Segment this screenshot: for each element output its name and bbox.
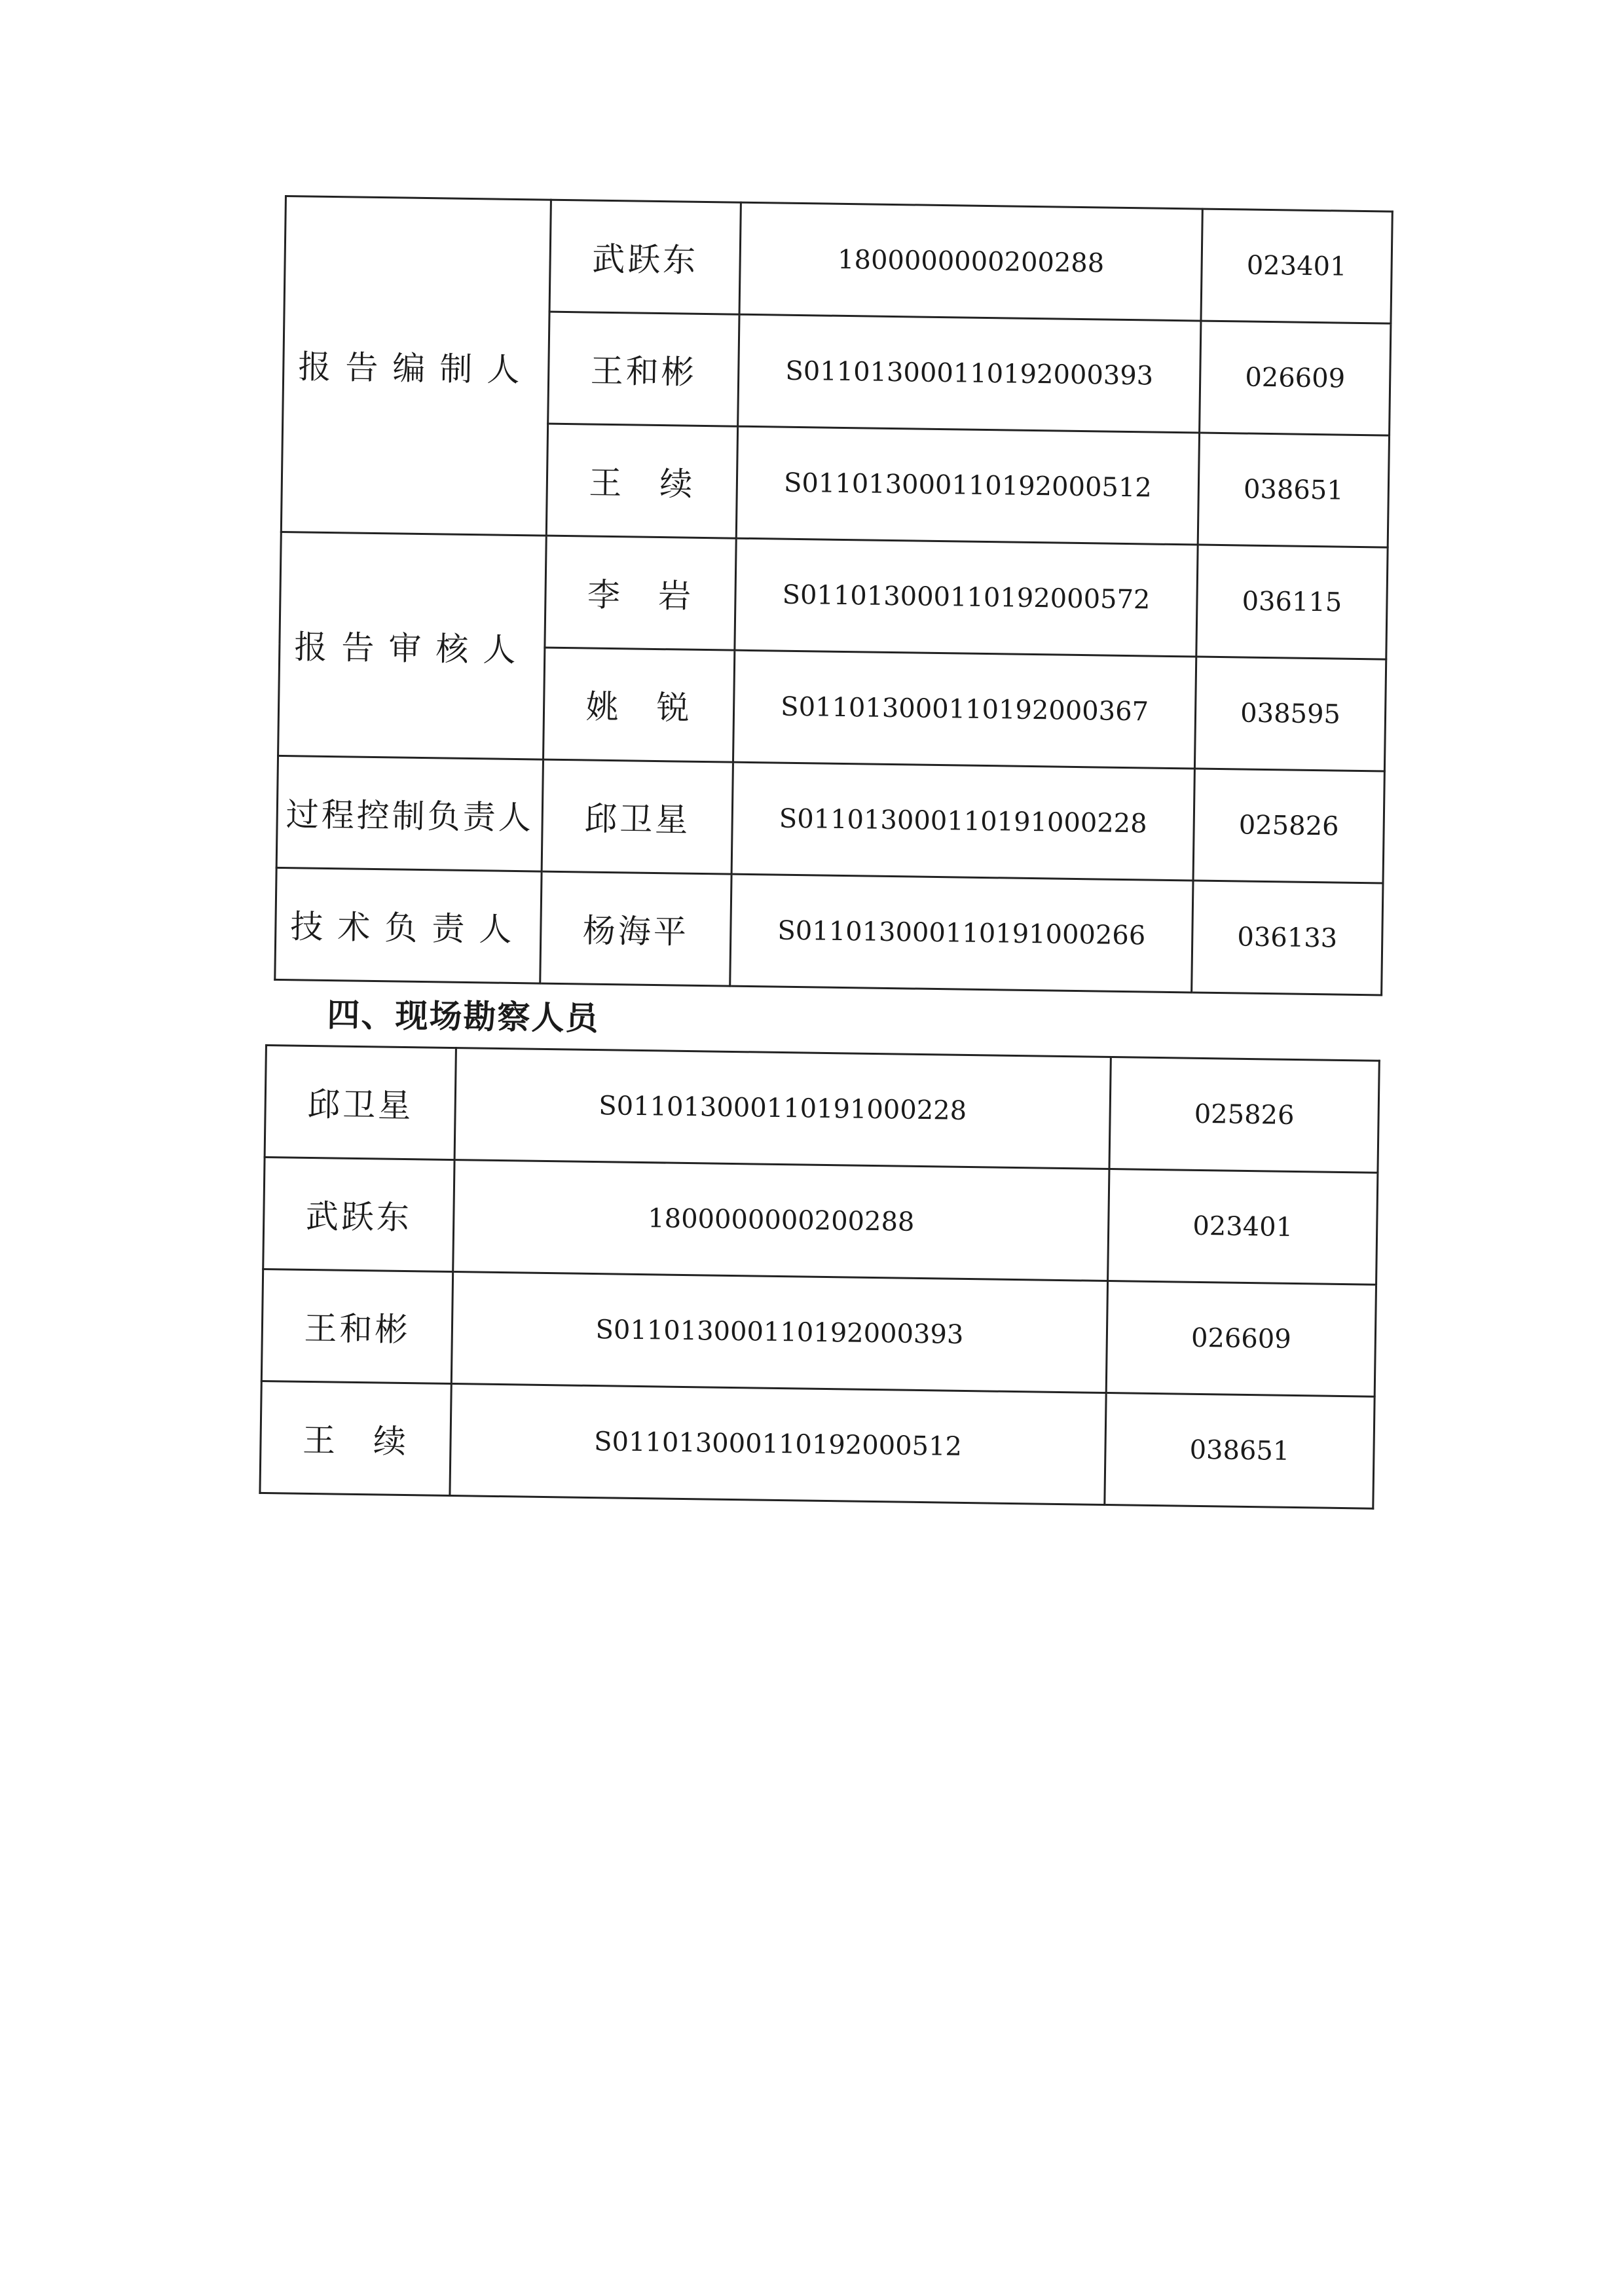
name-cell: 武跃东 <box>549 200 741 314</box>
code-cell: 038651 <box>1105 1393 1375 1508</box>
table-row <box>265 1046 1379 1173</box>
code-cell: 026609 <box>1106 1281 1376 1396</box>
table-row <box>280 532 1388 659</box>
name-cell: 王 续 <box>546 424 737 538</box>
certificate-number-cell: S011013000110192000512 <box>736 426 1199 545</box>
certificate-number-cell: S011013000110192000367 <box>733 650 1196 769</box>
name-cell: 武跃东 <box>263 1157 454 1272</box>
table-row <box>276 756 1384 883</box>
certificate-number-cell: S011013000110191000228 <box>731 762 1194 881</box>
certificate-number-cell: S011013000110192000393 <box>738 314 1201 433</box>
name-cell: 王和彬 <box>548 312 739 426</box>
certificate-number-cell: 1800000000200288 <box>739 202 1202 321</box>
table-row <box>284 196 1392 324</box>
name-cell: 李 岩 <box>545 536 736 650</box>
table-row <box>263 1157 1378 1285</box>
certificate-number-cell: 1800000000200288 <box>453 1160 1109 1281</box>
role-cell: 过程控制负责人 <box>276 756 543 871</box>
name-cell: 邱卫星 <box>265 1046 456 1160</box>
code-cell: 023401 <box>1108 1169 1378 1285</box>
role-cell: 报告编制人 <box>281 196 551 536</box>
certificate-number-cell: S011013000110192000572 <box>735 538 1198 657</box>
code-cell: 036133 <box>1192 881 1383 995</box>
certificate-number-cell: S011013000110192000512 <box>450 1384 1106 1505</box>
code-cell: 026609 <box>1200 321 1391 435</box>
code-cell: 025826 <box>1109 1057 1379 1173</box>
role-cell: 技术负责人 <box>275 867 542 983</box>
certificate-number-cell: S011013000110191000266 <box>730 874 1193 993</box>
name-cell: 王和彬 <box>261 1269 452 1383</box>
role-cell: 报告审核人 <box>278 532 547 759</box>
code-cell: 036115 <box>1196 545 1388 659</box>
section-title: 四、现场勘察人员 <box>327 995 600 1038</box>
code-cell: 038595 <box>1194 657 1386 771</box>
certificate-number-cell: S011013000110192000393 <box>451 1272 1107 1393</box>
certificate-number-cell: S011013000110191000228 <box>454 1048 1111 1169</box>
table-row <box>261 1269 1376 1396</box>
name-cell: 姚 锐 <box>544 647 735 762</box>
personnel-table <box>274 195 1393 996</box>
name-cell: 王 续 <box>260 1381 451 1495</box>
code-cell: 025826 <box>1193 769 1384 883</box>
table-row <box>275 867 1383 995</box>
code-cell: 023401 <box>1201 209 1392 323</box>
code-cell: 038651 <box>1198 433 1389 547</box>
survey-personnel-table <box>259 1044 1380 1510</box>
name-cell: 杨海平 <box>540 871 731 986</box>
name-cell: 邱卫星 <box>542 759 733 874</box>
table-row <box>260 1381 1375 1508</box>
